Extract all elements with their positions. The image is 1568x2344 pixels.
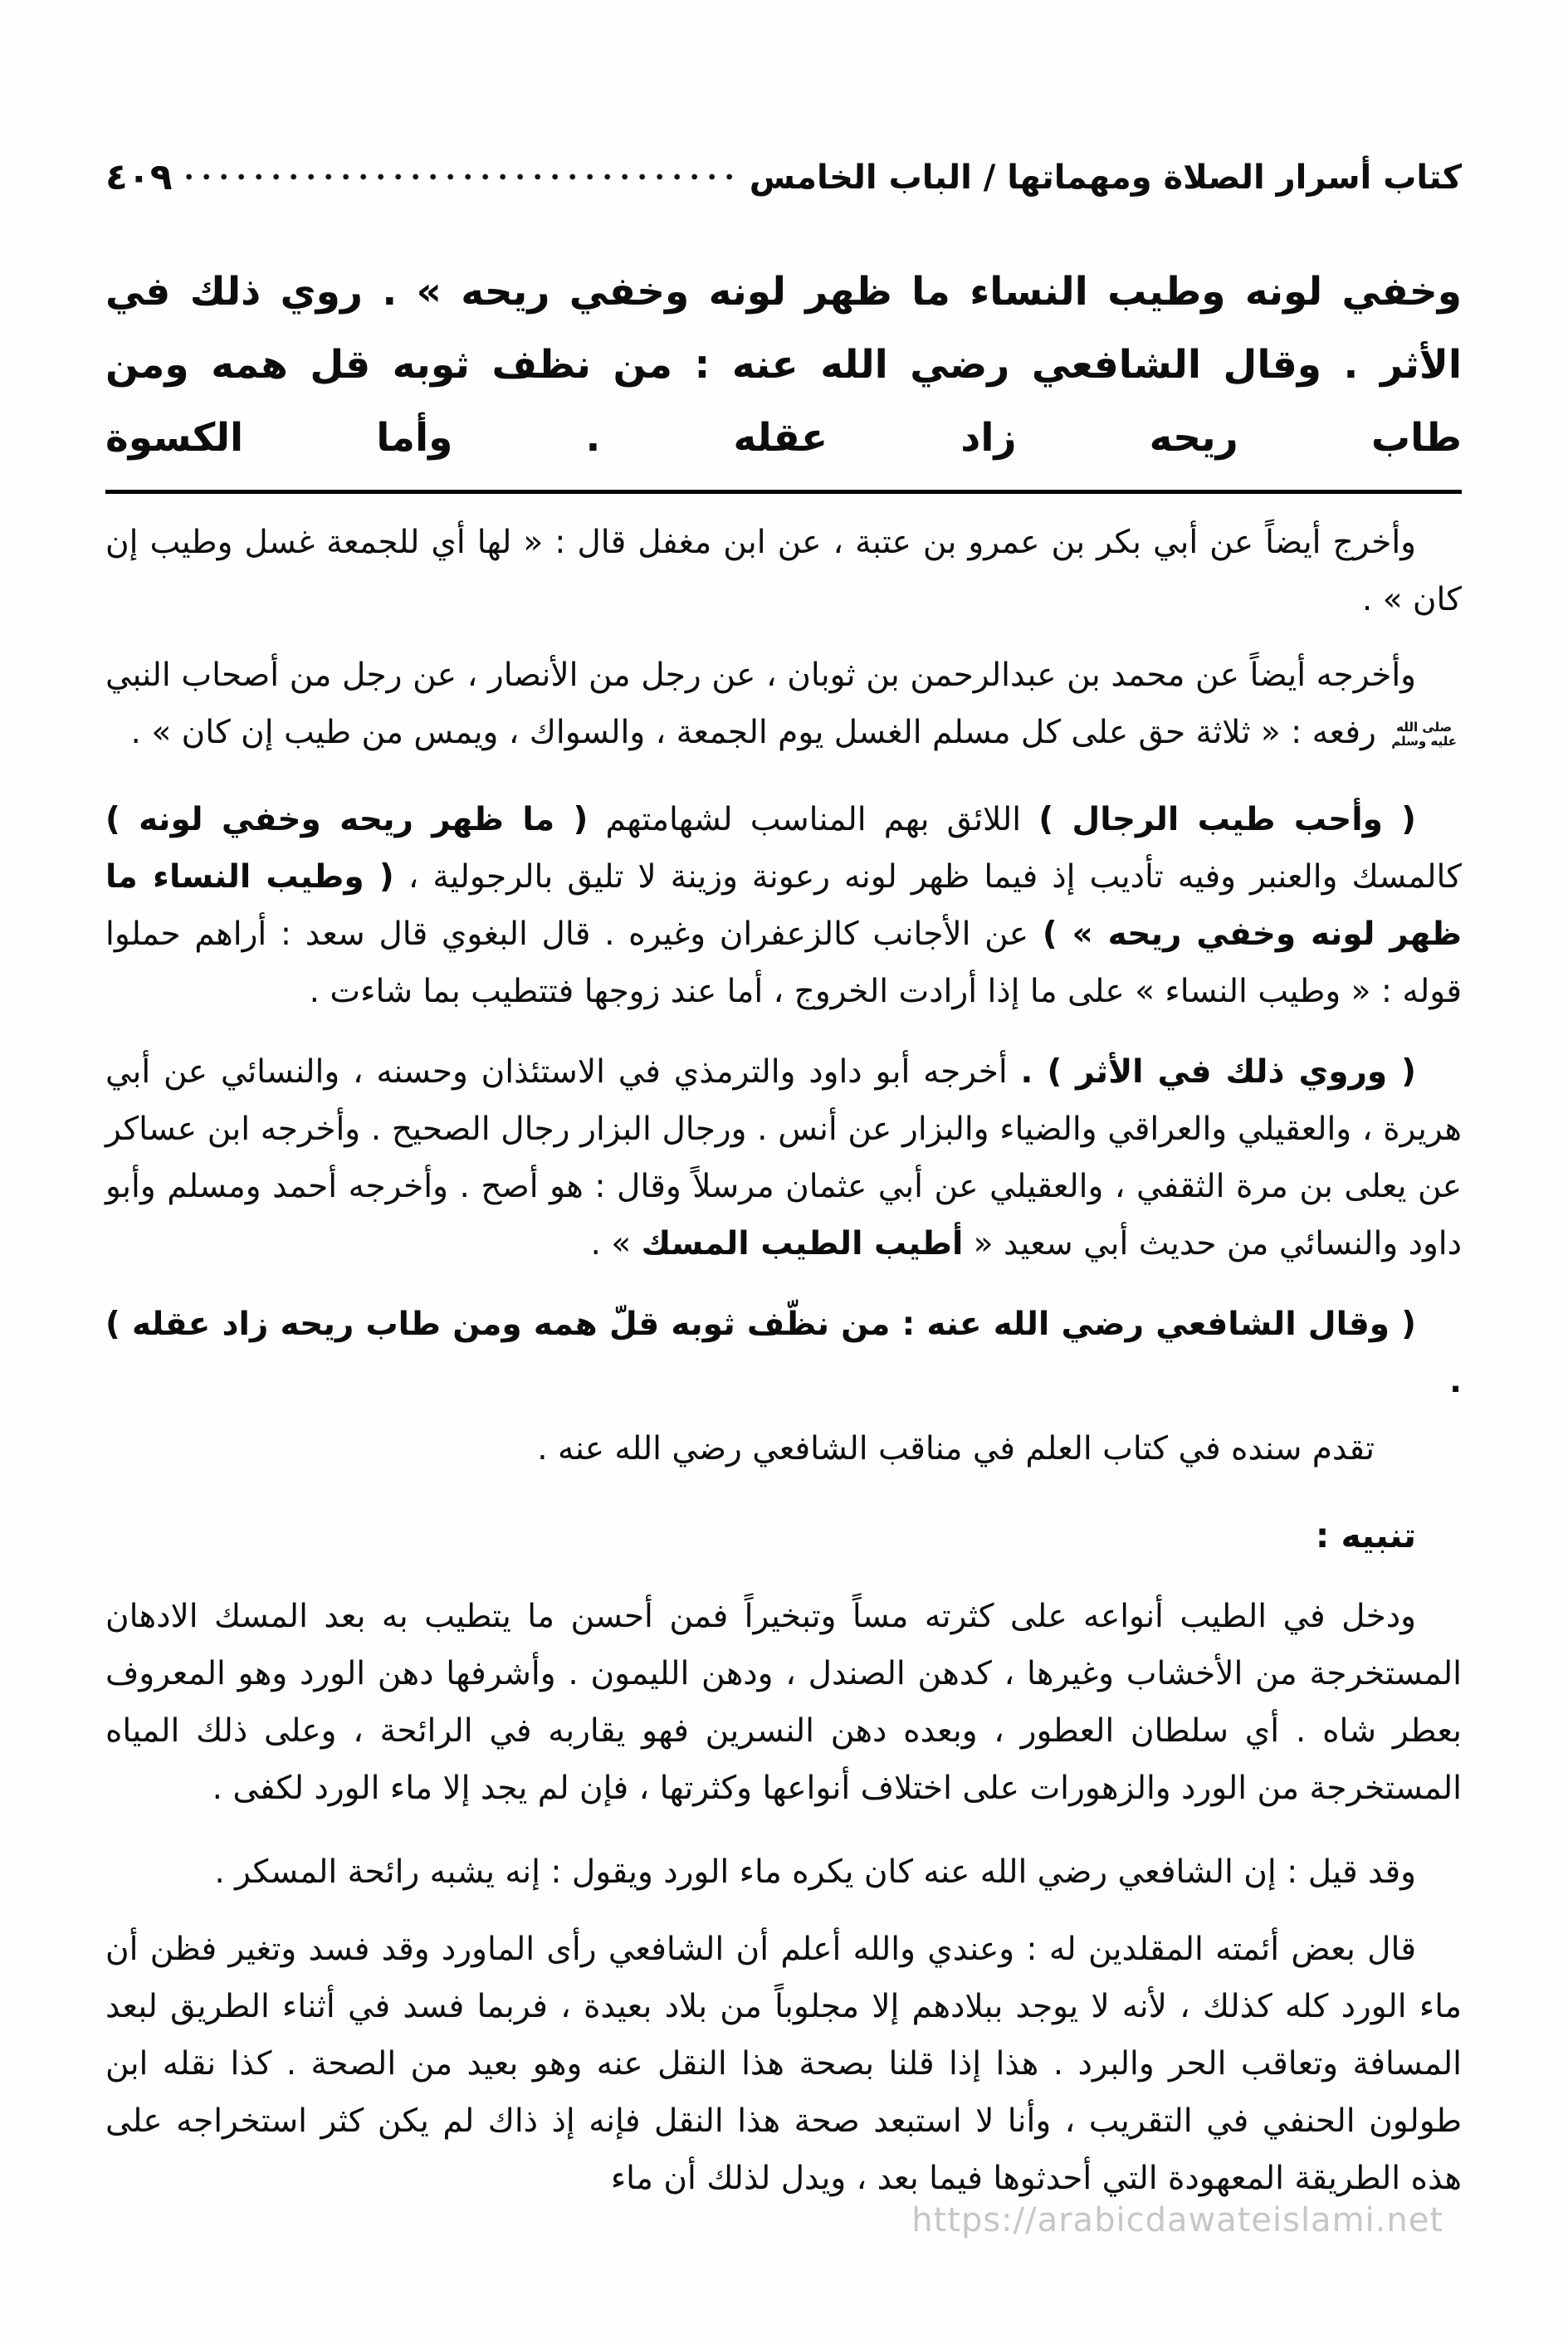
footnote-paragraph-5: ( وقال الشافعي رضي الله عنه : من نظّف ثوبه قلّ همه ومن طاب ريحه زاد عقله ) .	[105, 1306, 1462, 1400]
tanbih-heading: تنبيه :	[1315, 1516, 1416, 1555]
pbuh-symbol	[1391, 720, 1457, 749]
footnote-paragraph-3	[105, 791, 1462, 1020]
pbuh-line-1: صلى الله	[1396, 719, 1453, 735]
footnote-text: اللائق بهم المناسب لشهامتهم	[605, 801, 1022, 838]
dot-leader	[184, 163, 738, 201]
pbuh-line-2: عليه وسلم	[1391, 733, 1457, 749]
footnote-text: رفعه : « ثلاثة حق على كل مسلم الغسل يوم الجمعة ، والسواك ، ويمس من طيب إن كان » .	[130, 714, 1376, 751]
footnote-text: » .	[590, 1225, 632, 1262]
page-header	[105, 154, 1462, 201]
lemma-bold-text: ( وأحب طيب الرجال )	[1038, 801, 1416, 838]
watermark-url: https://arabicdawateislami.net	[911, 2201, 1443, 2239]
hadith-bold-text: أطيب الطيب المسك	[641, 1225, 964, 1262]
page-number: ٤٠٩	[105, 156, 173, 198]
footnote-paragraph-2	[105, 647, 1462, 761]
footnote-paragraph-7: ودخل في الطيب أنواعه على كثرته مساً وتبخيراً فمن أحسن ما يتطيب به بعد المسك الادهان المستخرجة من الأخشاب وغيرها ، كدهن الصندل ، ودهن الليمون . وأشرفها دهن الورد وهو المعروف بعطر شاه . أي سلطان العطور ، وبعده دهن النسرين فهو يقاربه في الرائحة ، وعلى ذلك المياه المستخرجة من الورد والزهورات على اختلاف أنواعها وكثرتها ، فإن لم يجد إلا ماء الورد لكفى .	[105, 1598, 1462, 1807]
footnote-paragraph-8: وقد قيل : إن الشافعي رضي الله عنه كان يكره ماء الورد ويقول : إنه يشبه رائحة المسكر .	[214, 1853, 1416, 1891]
lemma-bold-text: ( ما ظهر ريحه وخفي لونه )	[105, 801, 589, 838]
footnote-text: وأخرجه أيضاً عن محمد بن عبدالرحمن بن ثوبان ، عن رجل من الأنصار ، عن رجل من أصحاب النبي	[105, 657, 1416, 694]
running-title: كتاب أسرار الصلاة ومهماتها / الباب الخامس	[749, 159, 1462, 197]
footnote-paragraph-1: وأخرج أيضاً عن أبي بكر بن عمرو بن عتبة ، عن ابن مغفل قال : « لها أي للجمعة غسل وطيب إن كان » .	[105, 524, 1462, 618]
main-body-text: وخفي لونه وطيب النساء ما ظهر لونه وخفي ريحه » . روي ذلك في الأثر . وقال الشافعي رضي الله عنه : من نظف ثوبه قل همه ومن طاب ريحه زاد عقله . وأما الكسوة	[105, 269, 1462, 461]
lemma-bold-text: ( وروي ذلك في الأثر ) .	[1020, 1053, 1416, 1091]
lemma-bold-text: ( وطيب النساء ما ظهر لونه وخفي ريحه » )	[105, 858, 1462, 953]
footnote-separator-rule	[105, 490, 1462, 494]
footnote-paragraph-9: قال بعض أئمته المقلدين له : وعندي والله أعلم أن الشافعي رأى الماورد وقد فسد وتغير فظن أن ماء الورد كله كذلك ، لأنه لا يوجد ببلادهم إلا مجلوباً من بلاد بعيدة ، فربما فسد في أثناء الطريق لبعد المسافة وتعاقب الحر والبرد . هذا إذا قلنا بصحة هذا النقل عنه وهو بعيد من الصحة . كذا نقله ابن طولون الحنفي في التقريب ، وأنا لا استبعد صحة هذا النقل فإنه إذ ذاك لم يكن كثر استخراجه على هذه الطريقة المعهودة التي أحدثوها فيما بعد ، ويدل لذلك أن ماء	[105, 1931, 1462, 2197]
footnote-paragraph-4	[105, 1043, 1462, 1272]
footnote-text: أخرجه أبو داود والترمذي في الاستئذان وحسنه ، والنسائي عن أبي هريرة ، والعقيلي والعراقي والضياء والبزار عن أنس . ورجال البزار رجال الصحيح . وأخرجه ابن عساكر عن يعلى بن مرة الثقفي ، والعقيلي عن أبي عثمان مرسلاً وقال : هو أصح . وأخرجه أحمد ومسلم وأبو داود والنسائي من حديث أبي سعيد «	[105, 1053, 1462, 1262]
footnote-paragraph-6: تقدم سنده في كتاب العلم في مناقب الشافعي رضي الله عنه .	[537, 1430, 1375, 1467]
footnotes-section	[105, 514, 1462, 2207]
footnote-text: كالمسك والعنبر وفيه تأديب إذ فيما ظهر لونه رعونة وزينة لا تليق بالرجولية ،	[408, 858, 1462, 896]
footnote-text: عن الأجانب كالزعفران وغيره . قال البغوي قال سعد : أراهم حملوا قوله : « وطيب النساء » على ما إذا أرادت الخروج ، أما عند زوجها فتتطيب بما شاءت .	[105, 916, 1462, 1010]
page-content	[105, 154, 1462, 2207]
